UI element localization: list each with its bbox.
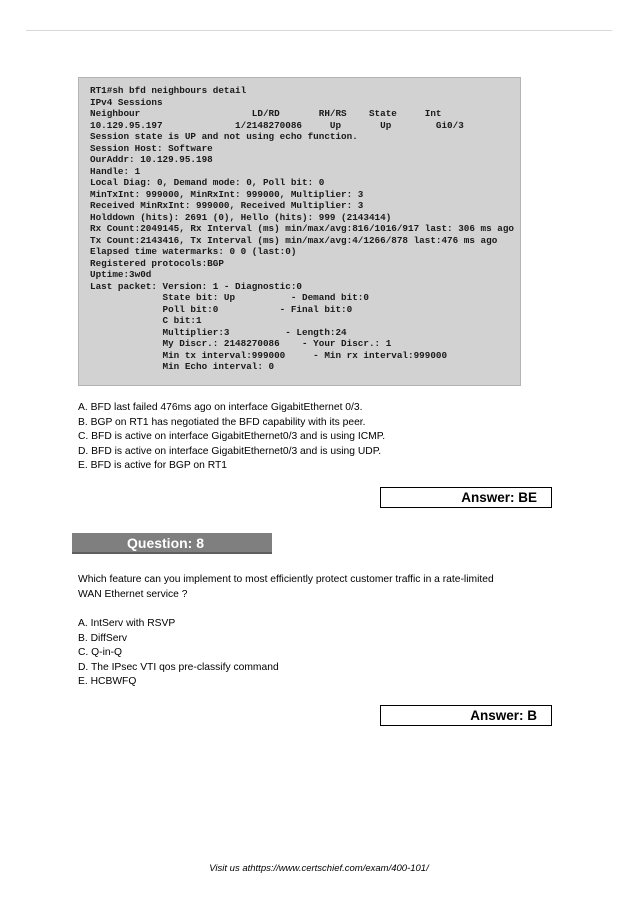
question-7-answer: Answer: BE	[380, 487, 552, 508]
option-d: D. The IPsec VTI qos pre-classify command	[78, 661, 279, 673]
cli-line: Session state is UP and not using echo function.	[90, 131, 358, 142]
cli-line: MinTxInt: 999000, MinRxInt: 999000, Multiplier: 3	[90, 188, 364, 200]
cli-screenshot	[78, 77, 521, 386]
option-a: A. IntServ with RSVP	[78, 618, 176, 629]
cli-line: Elapsed time watermarks: 0 0 (last:0)	[90, 246, 297, 257]
cli-line: IPv4 Sessions	[90, 96, 163, 108]
top-divider	[26, 30, 612, 31]
question-8-options	[78, 617, 538, 690]
cli-line: Received MinRxInt: 999000, Received Multiplier: 3	[90, 200, 364, 211]
option-e: E. BFD is active for BGP on RT1	[78, 460, 227, 471]
cli-line: Min tx interval:999000 - Min rx interval:999000	[90, 349, 448, 361]
cli-line: Last packet: Version: 1 - Diagnostic:0	[90, 280, 303, 292]
option-b: B. DiffServ	[78, 632, 128, 644]
cli-line: Local Diag: 0, Demand mode: 0, Poll bit: 0	[90, 177, 325, 188]
cli-line: Registered protocols:BGP	[90, 257, 224, 269]
cli-line: RT1#sh bfd neighbours detail	[90, 85, 247, 96]
option-a: A. BFD last failed 476ms ago on interface GigabitEthernet 0/3.	[78, 402, 363, 413]
option-b: B. BGP on RT1 has negotiated the BFD capability with its peer.	[78, 416, 366, 428]
question-8-line: WAN Ethernet service ?	[78, 588, 188, 600]
cli-line: C bit:1	[90, 315, 202, 326]
question-8-text	[78, 573, 548, 602]
option-c: C. Q-in-Q	[78, 647, 123, 658]
cli-line: State bit: Up - Demand bit:0	[90, 292, 369, 303]
cli-line: Handle: 1	[90, 165, 141, 177]
cli-line: Rx Count:2049145, Rx Interval (ms) min/max/avg:816/1016/917 last: 306 ms ago	[90, 223, 515, 234]
cli-line: 10.129.95.197 1/2148270086 Up Up Gi0/3	[90, 119, 464, 131]
cli-line: Tx Count:2143416, Tx Interval (ms) min/max/avg:4/1266/878 last:476 ms ago	[90, 234, 498, 246]
option-c: C. BFD is active on interface GigabitEthernet0/3 and is using ICMP.	[78, 431, 386, 442]
question-8-banner: Question: 8	[72, 533, 272, 554]
cli-line: Poll bit:0 - Final bit:0	[90, 303, 353, 315]
cli-line: Holddown (hits): 2691 (0), Hello (hits): 999 (2143414)	[90, 211, 392, 223]
cli-line: Neighbour LD/RD RH/RS State Int	[90, 108, 442, 119]
option-d: D. BFD is active on interface GigabitEthernet0/3 and is using UDP.	[78, 445, 382, 457]
cli-line: Uptime:3w0d	[90, 269, 152, 280]
cli-line: Session Host: Software	[90, 142, 213, 154]
footer-link[interactable]: Visit us athttps://www.certschief.com/exam/400-101/	[209, 863, 429, 874]
cli-line: Min Echo interval: 0	[90, 361, 275, 372]
question-8-line: Which feature can you implement to most efficiently protect customer traffic in a rate-limited	[78, 574, 494, 585]
cli-line: Multiplier:3 - Length:24	[90, 326, 347, 338]
option-e: E. HCBWFQ	[78, 676, 137, 687]
cli-line: My Discr.: 2148270086 - Your Discr.: 1	[90, 338, 392, 349]
question-7-options	[78, 401, 538, 474]
cli-line: OurAddr: 10.129.95.198	[90, 154, 213, 165]
question-8-answer: Answer: B	[380, 705, 552, 726]
